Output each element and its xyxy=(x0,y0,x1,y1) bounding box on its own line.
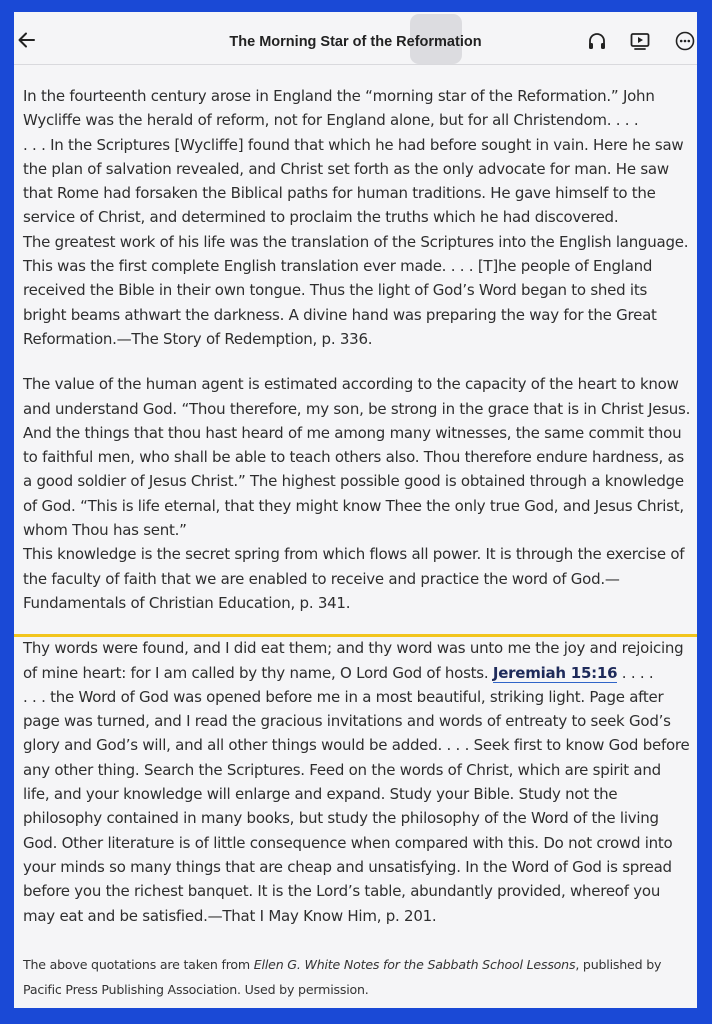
page-title: The Morning Star of the Reformation xyxy=(229,34,482,50)
highlighted-quote[interactable]: Thy words were found, and I did eat them; and thy word was unto me the joy and rejoicing of mine heart: for I am called by thy name, O Lord God of hosts. xyxy=(23,639,684,682)
attribution-note xyxy=(23,952,691,1002)
play-screen-icon[interactable] xyxy=(629,30,651,52)
paragraph: The value of the human agent is estimated according to the capacity of the heart to know and understand God. “Thou therefore, my son, be strong in the grace that is in Christ Jesus. And the things that thou hast heard of me among many witnesses, the same commit thou to faithful men, who shall be able to teach others also. Thou therefore endure hardness, as a good soldier of Jesus Christ.” The highest possible good is obtained through a knowledge of God. “This is life eternal, that they might know Thee the only true God, and Jesus Christ, whom Thou has sent.” xyxy=(23,375,691,540)
attribution-suffix: , published by Pacific Press Publishing Association. Used by permission. xyxy=(23,956,662,997)
header-divider xyxy=(14,64,697,65)
more-circle-icon[interactable] xyxy=(674,30,696,52)
scripture-reference-link[interactable]: Jeremiah 15:16 xyxy=(492,663,618,682)
paragraph: In the fourteenth century arose in England the “morning star of the Reformation.” John Wycliffe was the herald of reform, not for England alone, but for all Christendom. . . . xyxy=(23,87,655,130)
paragraph: This knowledge is the secret spring from which flows all power. It is through the exercise of the faculty of faith that we are enabled to receive and practice the word of God.—Fundamentals of Christian Education, p. 341. xyxy=(23,545,685,612)
reader-screen xyxy=(14,12,697,1008)
paragraph: . . . the Word of God was opened before me in a most beautiful, striking light. Page after page was turned, and I read the gracious invitations and words of entreaty to seek God’s glory and God’s will, and all other things would be added. . . . Seek first to know God before any other thing. Search the Scriptures. Feed on the words of Christ, which are spirit and life, and your knowledge will enlarge and expand. Study your Bible. Study not the philosophy contained in many books, but study the philosophy of the Word of the living God. Other literature is of little consequence when compared with this. Do not crowd into your minds so many things that are cheap and unsatisfying. In the Word of God is spread before you the richest banquet. It is the Lord’s table, abundantly provided, whereof you may eat and be satisfied.—That I May Know Him, p. 201. xyxy=(23,687,690,925)
attribution-prefix: The above quotations are taken from xyxy=(23,956,254,972)
highlighted-paragraph xyxy=(23,636,691,685)
paragraph: . . . In the Scriptures [Wycliffe] found that which he had before sought in vain. Here he saw the plan of salvation revealed, and Christ set forth as the only advocate for man. He saw that Rome had forsaken the Biblical paths for human traditions. He gave himself to the service of Christ, and determined to proclaim the truths which he had discovered. xyxy=(23,135,684,227)
article-body xyxy=(23,84,691,1002)
ellipsis-text: . . . . xyxy=(621,663,654,682)
top-bar xyxy=(14,12,697,64)
headphones-icon[interactable] xyxy=(586,30,608,52)
attribution-book: Ellen G. White Notes for the Sabbath School Lessons xyxy=(253,956,576,972)
paragraph: The greatest work of his life was the translation of the Scriptures into the English language. This was the first complete English translation ever made. . . . [T]he people of England received the Bible in their own tongue. Thus the light of God’s Word began to shed its bright beams athwart the darkness. A divine hand was preparing the way for the Great Reformation.—The Story of Redemption, p. 336. xyxy=(23,232,689,348)
highlight-underline xyxy=(14,634,697,637)
